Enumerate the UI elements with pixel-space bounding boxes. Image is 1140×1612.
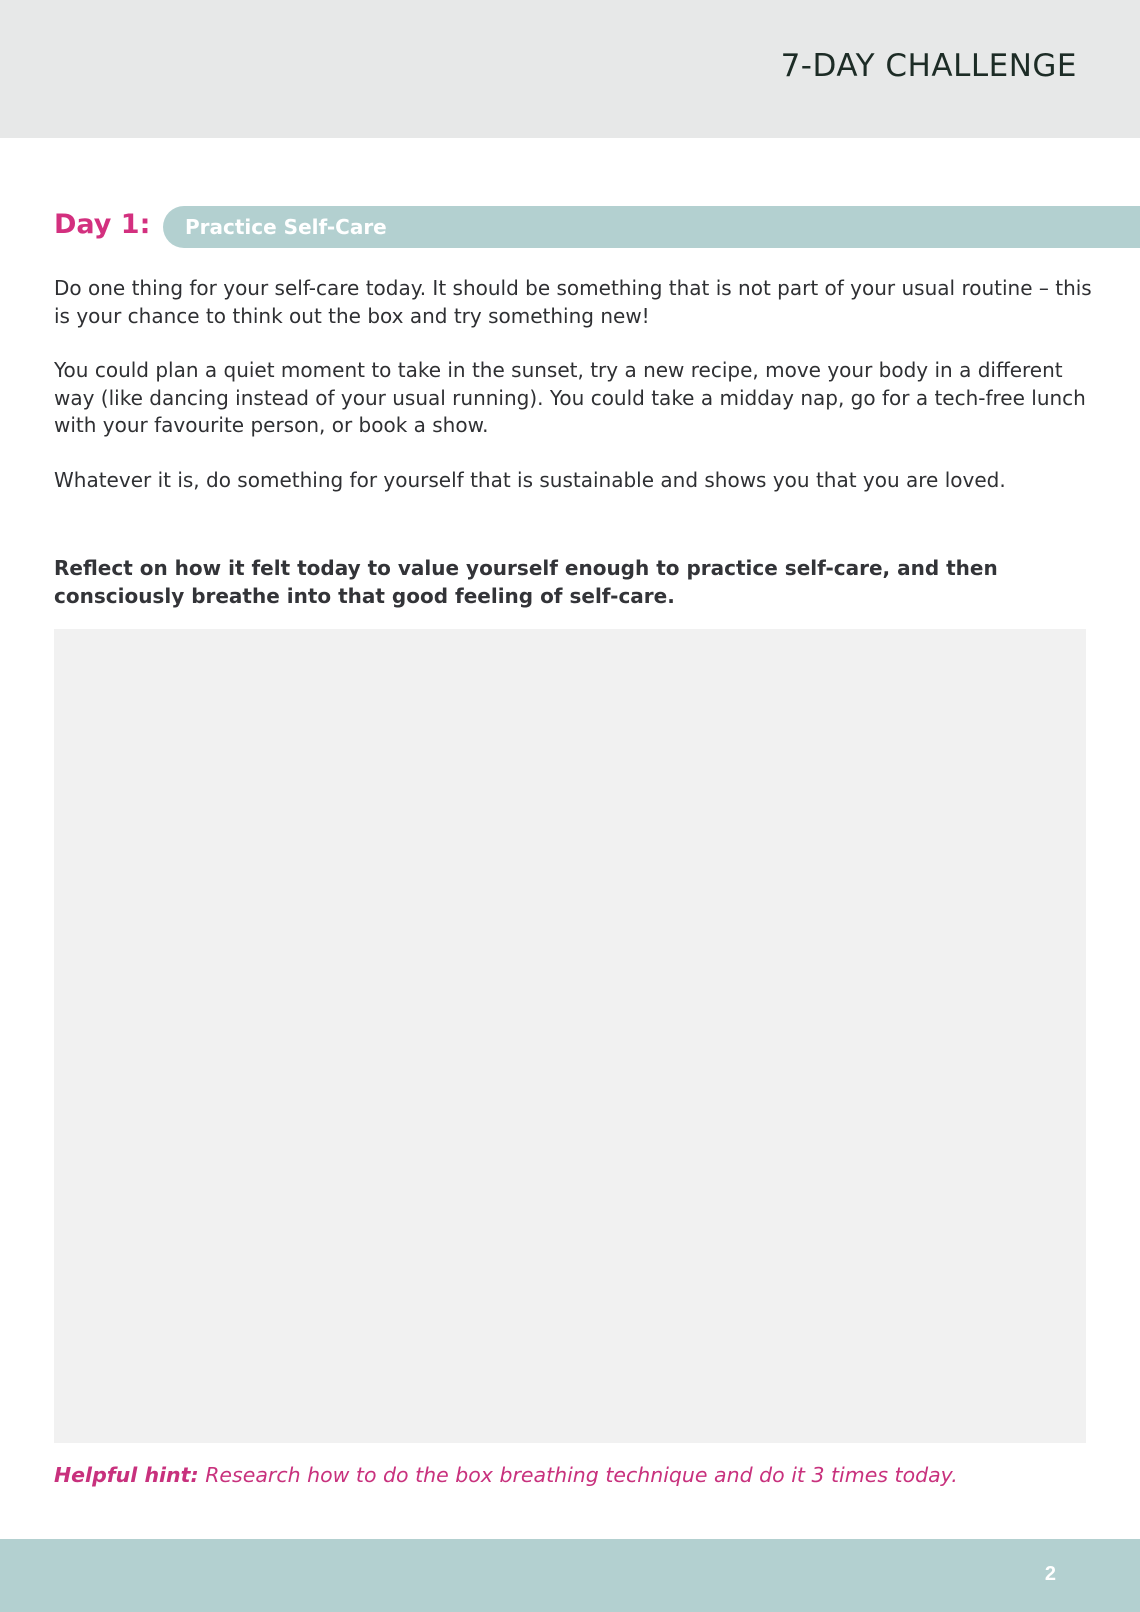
helpful-hint bbox=[54, 1463, 1094, 1487]
page-footer bbox=[0, 1539, 1140, 1612]
challenge-title: 7-DAY CHALLENGE bbox=[780, 48, 1077, 84]
hint-label: Helpful hint: bbox=[54, 1463, 199, 1487]
page-header bbox=[0, 0, 1140, 138]
hint-text: Research how to do the box breathing technique and do it 3 times today. bbox=[205, 1463, 958, 1487]
instruction-paragraph-2: You could plan a quiet moment to take in the sunset, try a new recipe, move your body in a different way (like dancing instead of your usual running). You could take a midday nap, go for a tech-free lunch with your favourite person, or book a show. bbox=[54, 358, 1086, 437]
instruction-paragraph-3: Whatever it is, do something for yourself that is sustainable and shows you that you are loved. bbox=[54, 468, 1006, 492]
page-number: 2 bbox=[1044, 1563, 1056, 1585]
reflection-prompt: Reflect on how it felt today to value yourself enough to practice self-care, and then consciously breathe into that good feeling of self-care. bbox=[54, 556, 998, 608]
day-label: Day 1: bbox=[54, 209, 151, 240]
reflection-answer-field[interactable] bbox=[54, 629, 1086, 1443]
day-title-banner bbox=[163, 206, 1140, 248]
day-title: Practice Self-Care bbox=[185, 215, 387, 239]
instruction-paragraph-1: Do one thing for your self-care today. It should be something that is not part of your usual routine – this is your chance to think out the box and try something new! bbox=[54, 276, 1092, 328]
